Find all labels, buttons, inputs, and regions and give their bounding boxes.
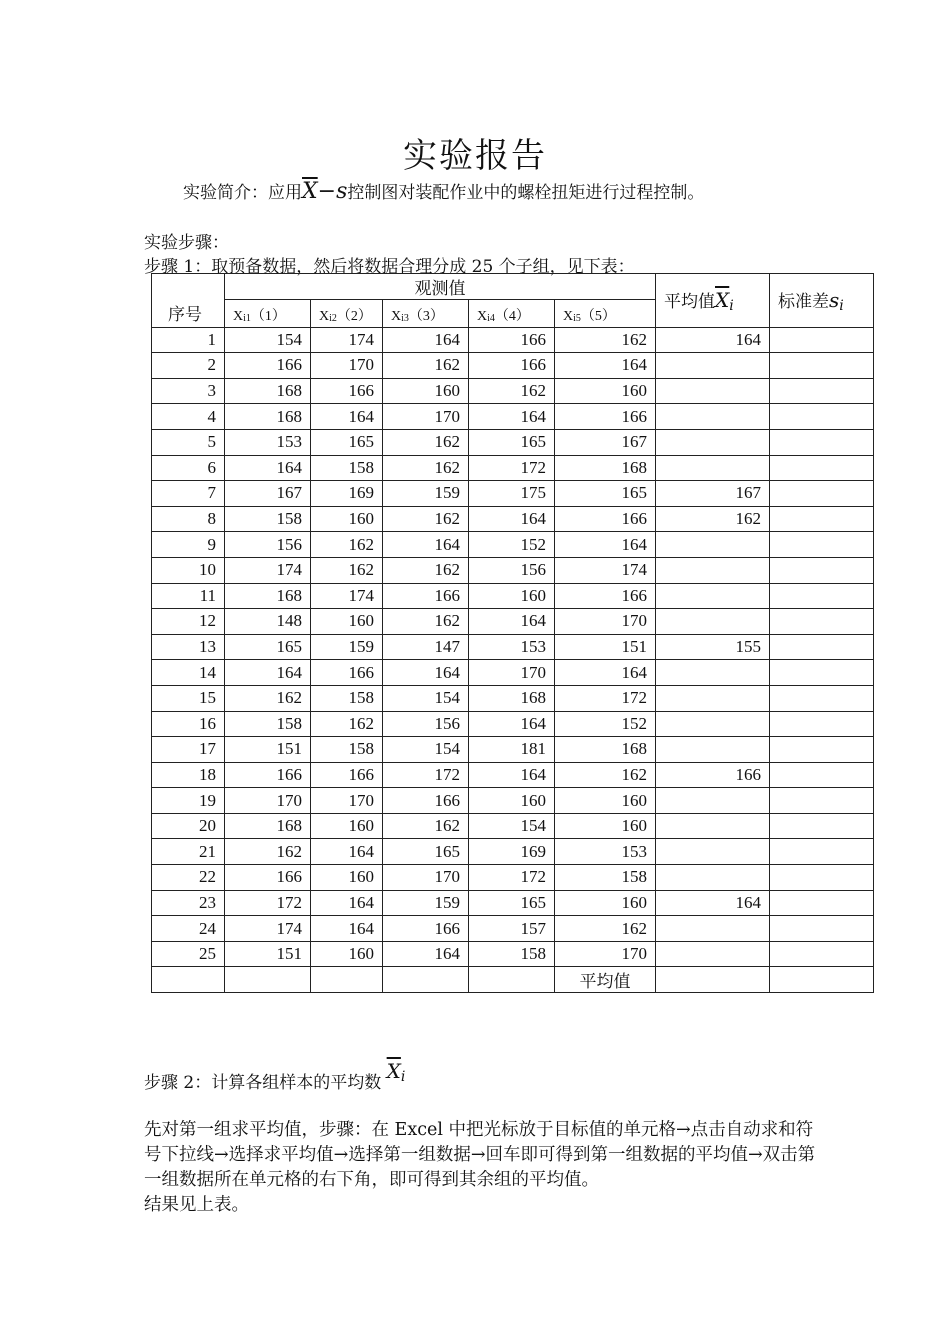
paragraph-conclusion: 结果见上表。 [144, 1195, 249, 1215]
avg-cell [656, 609, 770, 635]
table-row [152, 532, 874, 558]
std-cell [770, 941, 874, 967]
seq-cell: 13 [152, 634, 225, 660]
value-cell: 160 [469, 583, 555, 609]
std-cell [770, 762, 874, 788]
footer-cell [225, 967, 311, 993]
std-cell [770, 813, 874, 839]
intro-suffix: 控制图对装配作业中的螺栓扭矩进行过程控制。 [347, 183, 705, 203]
seq-cell: 8 [152, 506, 225, 532]
avg-cell [656, 660, 770, 686]
table-row [152, 327, 874, 353]
value-cell: 164 [469, 506, 555, 532]
seq-cell: 6 [152, 455, 225, 481]
value-cell: 166 [225, 865, 311, 891]
seq-cell: 5 [152, 429, 225, 455]
value-cell: 153 [225, 429, 311, 455]
value-cell: 174 [225, 916, 311, 942]
std-cell [770, 660, 874, 686]
table-row [152, 813, 874, 839]
value-cell: 156 [469, 557, 555, 583]
value-cell: 156 [225, 532, 311, 558]
value-cell: 162 [311, 557, 383, 583]
table-row [152, 481, 874, 507]
avg-cell: 167 [656, 481, 770, 507]
value-cell: 147 [383, 634, 469, 660]
value-cell: 154 [469, 813, 555, 839]
value-cell: 170 [555, 609, 656, 635]
seq-cell: 12 [152, 609, 225, 635]
std-cell [770, 609, 874, 635]
value-cell: 174 [311, 327, 383, 353]
xbar-symbol: $\overline{X}-s$ [302, 179, 348, 204]
value-cell: 165 [225, 634, 311, 660]
value-cell: 153 [469, 634, 555, 660]
std-cell [770, 711, 874, 737]
value-cell: 151 [225, 737, 311, 763]
intro-prefix: 实验简介：应用 [183, 183, 302, 203]
seq-cell: 16 [152, 711, 225, 737]
value-cell: 152 [555, 711, 656, 737]
value-cell: 160 [311, 813, 383, 839]
seq-cell: 4 [152, 404, 225, 430]
seq-cell: 2 [152, 353, 225, 379]
footer-cell [383, 967, 469, 993]
seq-cell: 1 [152, 327, 225, 353]
table-row [152, 378, 874, 404]
avg-cell [656, 941, 770, 967]
std-cell [770, 481, 874, 507]
value-cell: 164 [555, 532, 656, 558]
value-cell: 158 [311, 737, 383, 763]
std-cell [770, 506, 874, 532]
value-cell: 166 [469, 327, 555, 353]
seq-cell: 22 [152, 865, 225, 891]
observed-header: 观测值 [225, 274, 656, 300]
table-row [152, 685, 874, 711]
value-cell: 154 [383, 685, 469, 711]
value-cell: 159 [311, 634, 383, 660]
col-header-x4: Xi4（4） [469, 300, 555, 328]
value-cell: 160 [383, 378, 469, 404]
avg-cell [656, 353, 770, 379]
value-cell: 174 [225, 557, 311, 583]
table-row [152, 788, 874, 814]
table-row [152, 941, 874, 967]
value-cell: 164 [311, 839, 383, 865]
value-cell: 158 [311, 455, 383, 481]
value-cell: 158 [311, 685, 383, 711]
col-header-x2: Xi2（2） [311, 300, 383, 328]
avg-cell [656, 532, 770, 558]
value-cell: 174 [311, 583, 383, 609]
avg-cell [656, 404, 770, 430]
value-cell: 159 [383, 481, 469, 507]
value-cell: 159 [383, 890, 469, 916]
page-title: 实验报告 [403, 136, 547, 176]
data-table [151, 273, 874, 993]
paragraph-text: 先对第一组求平均值，步骤：在 Excel 中把光标放于目标值的单元格→点击自动求和符号下拉线→选择求平均值→选择第一组数据→回车即可得到第一组数据的平均值→双击第一组数据所在单元格的右下角，即可得到其余组的平均值。 [144, 1120, 816, 1190]
value-cell: 168 [225, 813, 311, 839]
std-cell [770, 404, 874, 430]
std-cell [770, 455, 874, 481]
value-cell: 160 [555, 378, 656, 404]
std-cell [770, 327, 874, 353]
table-row [152, 916, 874, 942]
std-cell [770, 685, 874, 711]
value-cell: 158 [225, 711, 311, 737]
table-row [152, 634, 874, 660]
value-cell: 162 [383, 506, 469, 532]
std-cell [770, 583, 874, 609]
value-cell: 164 [469, 711, 555, 737]
avg-header: 平均值$\overline{X}_i$ [656, 274, 770, 328]
value-cell: 164 [311, 916, 383, 942]
value-cell: 172 [383, 762, 469, 788]
table-row [152, 660, 874, 686]
value-cell: 162 [225, 685, 311, 711]
value-cell: 166 [311, 762, 383, 788]
steps-heading: 实验步骤： [144, 233, 229, 253]
value-cell: 167 [555, 429, 656, 455]
value-cell: 154 [383, 737, 469, 763]
footer-avg-label: 平均值 [555, 967, 656, 993]
value-cell: 164 [383, 327, 469, 353]
value-cell: 181 [469, 737, 555, 763]
value-cell: 167 [225, 481, 311, 507]
value-cell: 162 [383, 557, 469, 583]
value-cell: 170 [555, 941, 656, 967]
avg-cell [656, 711, 770, 737]
footer-row [152, 967, 874, 993]
value-cell: 166 [311, 378, 383, 404]
footer-cell [469, 967, 555, 993]
table-row [152, 762, 874, 788]
seq-cell: 9 [152, 532, 225, 558]
value-cell: 162 [311, 532, 383, 558]
avg-cell [656, 839, 770, 865]
value-cell: 170 [469, 660, 555, 686]
value-cell: 168 [469, 685, 555, 711]
value-cell: 170 [225, 788, 311, 814]
seq-cell: 24 [152, 916, 225, 942]
table-row [152, 609, 874, 635]
value-cell: 148 [225, 609, 311, 635]
table-row [152, 506, 874, 532]
std-cell [770, 788, 874, 814]
value-cell: 172 [469, 455, 555, 481]
value-cell: 160 [311, 609, 383, 635]
value-cell: 168 [225, 583, 311, 609]
table-row [152, 737, 874, 763]
value-cell: 152 [469, 532, 555, 558]
value-cell: 162 [311, 711, 383, 737]
avg-cell [656, 455, 770, 481]
value-cell: 164 [383, 532, 469, 558]
value-cell: 158 [469, 941, 555, 967]
value-cell: 154 [225, 327, 311, 353]
value-cell: 156 [383, 711, 469, 737]
table-row [152, 353, 874, 379]
value-cell: 160 [311, 865, 383, 891]
value-cell: 162 [383, 609, 469, 635]
value-cell: 170 [383, 865, 469, 891]
std-cell [770, 557, 874, 583]
value-cell: 166 [383, 788, 469, 814]
value-cell: 172 [469, 865, 555, 891]
table-row [152, 583, 874, 609]
value-cell: 164 [383, 660, 469, 686]
avg-cell [656, 583, 770, 609]
std-cell [770, 353, 874, 379]
std-cell [770, 865, 874, 891]
seq-cell: 14 [152, 660, 225, 686]
std-cell [770, 890, 874, 916]
avg-cell [656, 378, 770, 404]
value-cell: 158 [225, 506, 311, 532]
value-cell: 170 [383, 404, 469, 430]
seq-cell: 23 [152, 890, 225, 916]
value-cell: 151 [225, 941, 311, 967]
avg-cell: 155 [656, 634, 770, 660]
value-cell: 164 [469, 404, 555, 430]
std-cell [770, 634, 874, 660]
std-cell [770, 378, 874, 404]
value-cell: 165 [469, 890, 555, 916]
value-cell: 166 [555, 506, 656, 532]
value-cell: 164 [225, 455, 311, 481]
table-row [152, 890, 874, 916]
value-cell: 165 [383, 839, 469, 865]
value-cell: 165 [469, 429, 555, 455]
avg-cell [656, 685, 770, 711]
avg-cell [656, 865, 770, 891]
value-cell: 162 [383, 353, 469, 379]
table-row [152, 865, 874, 891]
table-row [152, 711, 874, 737]
value-cell: 162 [383, 429, 469, 455]
avg-cell: 162 [656, 506, 770, 532]
avg-cell: 166 [656, 762, 770, 788]
value-cell: 160 [555, 813, 656, 839]
value-cell: 162 [555, 327, 656, 353]
table-row [152, 455, 874, 481]
seq-cell: 19 [152, 788, 225, 814]
step1-text: 步骤 1：取预备数据，然后将数据合理分成 25 个子组，见下表： [144, 257, 635, 277]
value-cell: 164 [469, 609, 555, 635]
std-cell [770, 429, 874, 455]
value-cell: 166 [311, 660, 383, 686]
value-cell: 164 [469, 762, 555, 788]
std-header: 标准差$s_i$ [770, 274, 874, 328]
seq-cell: 17 [152, 737, 225, 763]
seq-cell: 18 [152, 762, 225, 788]
col-header-x3: Xi3（3） [383, 300, 469, 328]
value-cell: 165 [555, 481, 656, 507]
table-row [152, 404, 874, 430]
table-row [152, 429, 874, 455]
value-cell: 164 [311, 404, 383, 430]
value-cell: 162 [383, 455, 469, 481]
value-cell: 166 [225, 762, 311, 788]
value-cell: 168 [225, 404, 311, 430]
footer-cell [656, 967, 770, 993]
seq-header: 序号 [152, 274, 225, 328]
value-cell: 166 [383, 583, 469, 609]
avg-cell [656, 788, 770, 814]
seq-cell: 21 [152, 839, 225, 865]
value-cell: 157 [469, 916, 555, 942]
value-cell: 164 [555, 353, 656, 379]
value-cell: 162 [555, 916, 656, 942]
table-row [152, 557, 874, 583]
avg-cell [656, 557, 770, 583]
value-cell: 169 [469, 839, 555, 865]
seq-cell: 3 [152, 378, 225, 404]
value-cell: 162 [555, 762, 656, 788]
value-cell: 166 [469, 353, 555, 379]
value-cell: 172 [225, 890, 311, 916]
value-cell: 166 [555, 583, 656, 609]
value-cell: 160 [555, 788, 656, 814]
value-cell: 164 [555, 660, 656, 686]
value-cell: 168 [555, 737, 656, 763]
avg-cell: 164 [656, 327, 770, 353]
seq-cell: 7 [152, 481, 225, 507]
value-cell: 166 [225, 353, 311, 379]
avg-cell: 164 [656, 890, 770, 916]
step2-heading: 步骤 2：计算各组样本的平均数 $\overline{X}_i$ [144, 1059, 406, 1093]
footer-cell [770, 967, 874, 993]
value-cell: 164 [383, 941, 469, 967]
value-cell: 166 [383, 916, 469, 942]
value-cell: 162 [383, 813, 469, 839]
value-cell: 169 [311, 481, 383, 507]
value-cell: 151 [555, 634, 656, 660]
col-header-x1: Xi1（1） [225, 300, 311, 328]
value-cell: 164 [311, 890, 383, 916]
std-cell [770, 839, 874, 865]
value-cell: 160 [311, 506, 383, 532]
value-cell: 160 [311, 941, 383, 967]
value-cell: 160 [555, 890, 656, 916]
value-cell: 172 [555, 685, 656, 711]
std-cell [770, 532, 874, 558]
value-cell: 168 [555, 455, 656, 481]
footer-cell [311, 967, 383, 993]
seq-cell: 11 [152, 583, 225, 609]
value-cell: 174 [555, 557, 656, 583]
value-cell: 166 [555, 404, 656, 430]
seq-cell: 15 [152, 685, 225, 711]
seq-cell: 10 [152, 557, 225, 583]
intro-line [183, 178, 704, 204]
value-cell: 162 [225, 839, 311, 865]
value-cell: 158 [555, 865, 656, 891]
value-cell: 160 [469, 788, 555, 814]
avg-cell [656, 737, 770, 763]
avg-cell [656, 429, 770, 455]
seq-cell: 25 [152, 941, 225, 967]
value-cell: 165 [311, 429, 383, 455]
footer-cell [152, 967, 225, 993]
value-cell: 170 [311, 353, 383, 379]
seq-cell: 20 [152, 813, 225, 839]
avg-cell [656, 813, 770, 839]
std-cell [770, 737, 874, 763]
value-cell: 164 [225, 660, 311, 686]
value-cell: 170 [311, 788, 383, 814]
value-cell: 168 [225, 378, 311, 404]
value-cell: 162 [469, 378, 555, 404]
value-cell: 153 [555, 839, 656, 865]
value-cell: 175 [469, 481, 555, 507]
col-header-x5: Xi5（5） [555, 300, 656, 328]
table-row [152, 839, 874, 865]
explanation-paragraph [144, 1118, 824, 1218]
avg-cell [656, 916, 770, 942]
std-cell [770, 916, 874, 942]
